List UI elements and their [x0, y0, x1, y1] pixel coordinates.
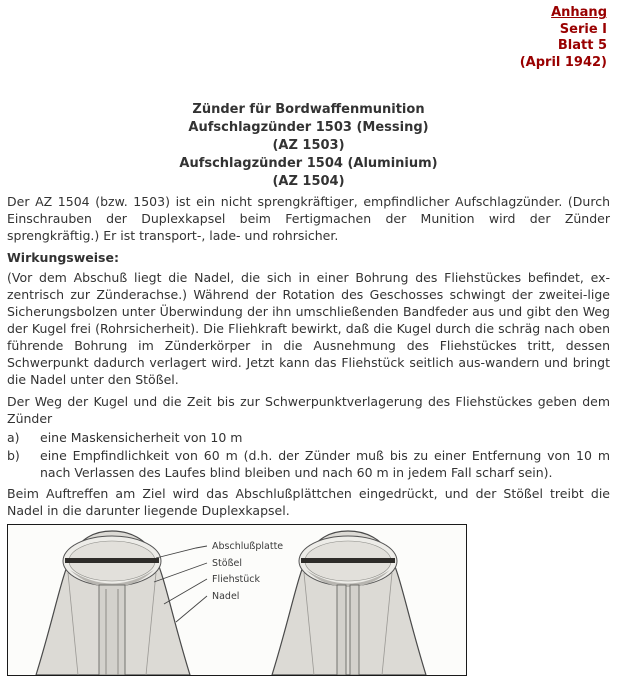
wirkungsweise-heading: Wirkungsweise: [7, 250, 119, 265]
title-block [7, 101, 610, 191]
properties-list [7, 429, 610, 481]
right-fuze-drawing [272, 531, 426, 675]
wirkungsweise-paragraph: (Vor dem Abschuß liegt die Nadel, die sich in einer Bohrung des Fliehstückes befindet, ex-zentrisch zur Zünderachse.) Während der Rotation des Geschosses schwingt der zweitei-lige Sicherungsbolzen unter Überwindung der ihn umschließenden Bandfeder aus und gibt den Weg der Kugel frei (Rohrsicherheit). Die Fliehkraft bewirkt, daß die Kugel durch die schräg nach oben führende Bohrung im Zünderkörper in die Ausnehmung des Fliehstückes tritt, dessen Schwerpunkt dadurch verlagert wird. Jetzt kann das Fliehstück seitlich aus-wandern und bringt die Nadel unter den Stößel. [7, 270, 610, 387]
list-item-text: eine Maskensicherheit von 10 m [40, 430, 243, 445]
left-fuze-drawing [36, 531, 190, 675]
figure-label-stoessel: Stößel [212, 558, 243, 569]
blatt-label: Blatt 5 [557, 38, 607, 53]
figure-label-abschlussplatte: Abschlußplatte [212, 541, 284, 552]
title-line-3: (AZ 1503) [272, 138, 345, 153]
figure-label-fliehstueck: Fliehstück [212, 574, 261, 585]
auftreffen-paragraph: Beim Auftreffen am Ziel wird das Abschlußplättchen eingedrückt, und der Stößel treibt die Nadel in die darunter liegende Duplexkapsel. [7, 486, 610, 518]
figure-label-nadel: Nadel [212, 591, 240, 602]
title-line-5: (AZ 1504) [272, 174, 345, 189]
date-label: (April 1942) [519, 54, 607, 70]
fuze-figure [7, 524, 467, 676]
list-marker: a) [7, 430, 20, 445]
anhang-link[interactable]: Anhang [551, 5, 607, 20]
weg-kugel-paragraph: Der Weg der Kugel und die Zeit bis zur Schwerpunktverlagerung des Fliehstückes geben dem Zünder [7, 394, 610, 426]
serie-label: Serie I [559, 21, 607, 37]
document-header [7, 5, 610, 71]
intro-paragraph: Der AZ 1504 (bzw. 1503) ist ein nicht sprengkräftiger, empfindlicher Aufschlagzünder. (Durch Einschrauben der Duplexkapsel beim Fertigmachen der Munition wird der Zünder sprengkräftig.) Er ist transport-, lade- und rohrsicher. [7, 194, 610, 243]
title-line-4: Aufschlagzünder 1504 (Aluminium) [179, 156, 438, 171]
list-item-a [7, 429, 610, 446]
title-line-2: Aufschlagzünder 1503 (Messing) [188, 120, 429, 135]
list-marker: b) [7, 448, 20, 463]
title-line-1: Zünder für Bordwaffenmunition [192, 102, 425, 117]
list-item-b [7, 447, 610, 481]
list-item-text: eine Empfindlichkeit von 60 m (d.h. der Zünder muß bis zu einer Entfernung von 10 m nach Verlassen des Laufes blind bleiben und nach 60 m in jedem Fall scharf sein). [40, 448, 610, 480]
fuze-cross-section-illustration [8, 525, 466, 675]
